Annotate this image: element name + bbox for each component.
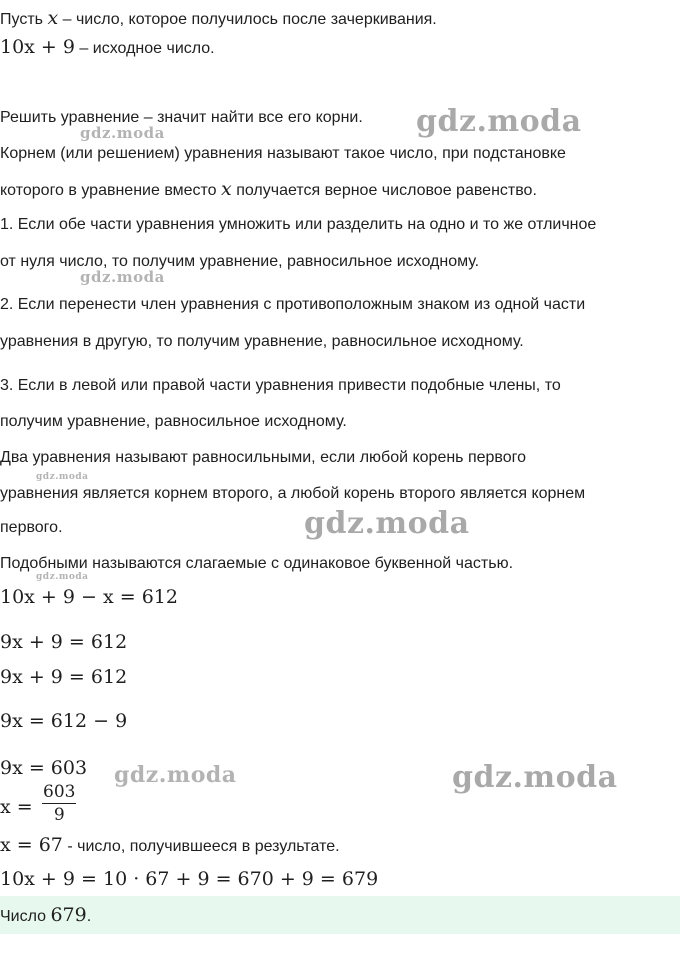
line-original-number: 10x + 9 – исходное число. <box>0 36 215 58</box>
line-let-x: Пусть x – число, которое получилось после зачеркивания. <box>0 7 437 29</box>
equation-step-5: 9x = 603 <box>0 757 88 779</box>
math-expression: 10x + 9 <box>0 36 75 58</box>
watermark: gdz.moda <box>36 472 89 482</box>
watermark: gdz.moda <box>80 124 165 142</box>
watermark: gdz.moda <box>304 506 470 541</box>
text-rule-1b: от нуля число, то получим уравнение, равносильное исходному. <box>0 253 480 270</box>
var-x: x <box>47 7 59 29</box>
equation-step-2: 9x + 9 = 612 <box>0 631 128 653</box>
text-definition-root-1: Корнем (или решением) уравнения называют такое число, при подстановке <box>0 145 566 162</box>
fraction-numerator: 603 <box>43 782 76 802</box>
text-similar-terms: Подобными называются слагаемые с одинаковое буквенной частью. <box>0 555 514 572</box>
text-equivalent-1: Два уравнения называют равносильными, если любой корень первого <box>0 449 527 466</box>
text-rule-2a: 2. Если перенести член уравнения с противоположным знаком из одной части <box>0 296 586 313</box>
equation-fraction-lhs: x = <box>0 796 33 818</box>
fraction <box>42 782 76 825</box>
text-rule-2b: уравнения в другую, то получим уравнение, равносильное исходному. <box>0 333 524 350</box>
equation-step-4: 9x = 612 − 9 <box>0 710 128 732</box>
fraction-denominator: 9 <box>53 805 65 825</box>
answer-box <box>0 896 680 934</box>
watermark: gdz.moda <box>416 104 582 139</box>
math-expression: x = 67 <box>0 834 63 856</box>
watermark: gdz.moda <box>114 762 237 788</box>
equation-check: 10x + 9 = 10 · 67 + 9 = 670 + 9 = 679 <box>0 868 379 890</box>
text-rule-3b: получим уравнение, равносильное исходному. <box>0 413 347 430</box>
text-definition-solve: Решить уравнение – значит найти все его корни. <box>0 109 363 126</box>
text-definition-root-2: которого в уравнение вместо x получается верное числовое равенство. <box>0 178 537 200</box>
equation-step-1: 10x + 9 − x = 612 <box>0 586 178 608</box>
line-result: x = 67 - число, получившееся в результате. <box>0 834 340 856</box>
text-equivalent-2: уравнения является корнем второго, а любой корень второго является корнем <box>0 485 586 502</box>
watermark: gdz.moda <box>36 572 89 582</box>
watermark: gdz.moda <box>80 268 165 286</box>
watermark: gdz.moda <box>452 760 618 795</box>
text-equivalent-3: первого. <box>0 519 63 536</box>
text-rule-3a: 3. Если в левой или правой части уравнения привести подобные члены, то <box>0 377 561 394</box>
text-rule-1a: 1. Если обе части уравнения умножить или разделить на одно и то же отличное <box>0 216 597 233</box>
equation-step-3: 9x + 9 = 612 <box>0 666 128 688</box>
var-x: x <box>221 178 232 200</box>
answer-text: Число 679. <box>0 904 92 926</box>
answer-number: 679 <box>50 904 87 926</box>
